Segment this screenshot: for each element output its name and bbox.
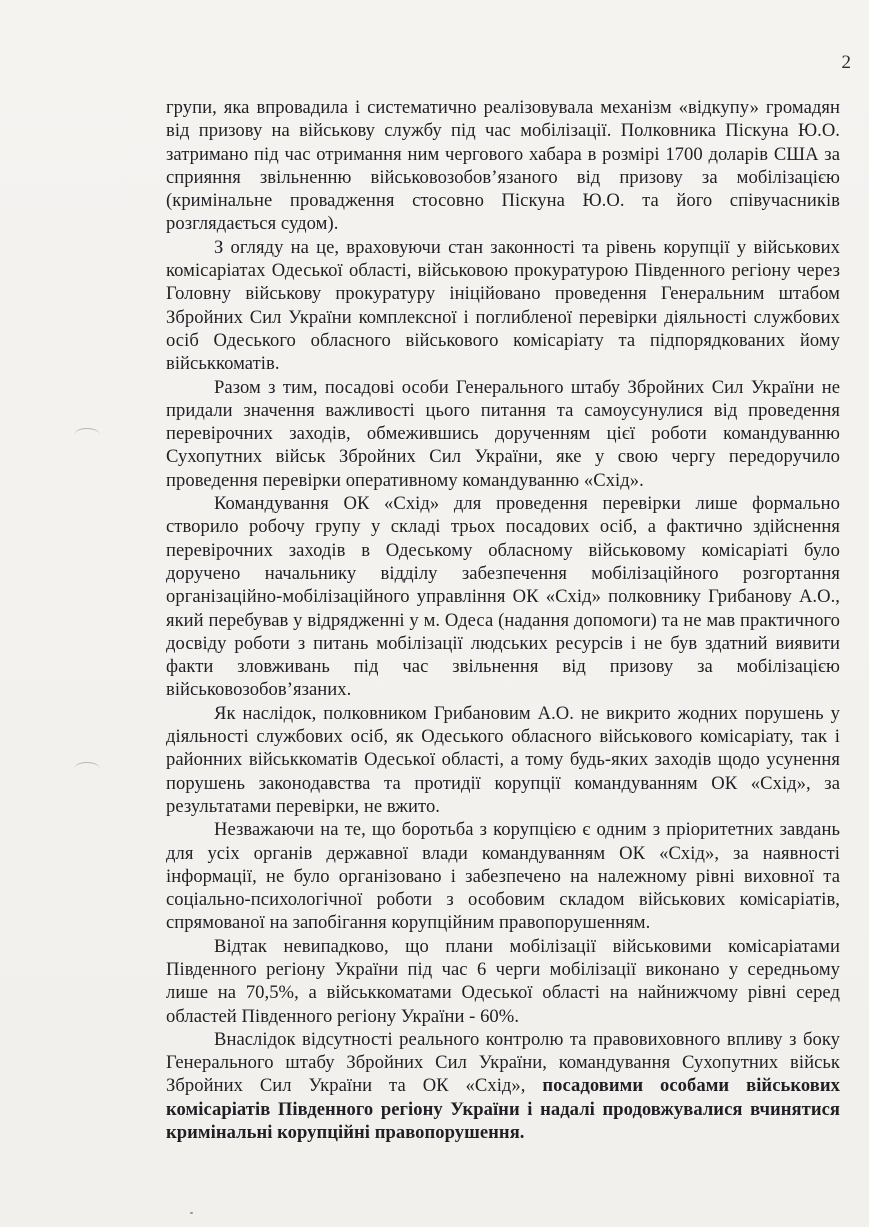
page-number: 2: [841, 52, 851, 73]
paragraph: [166, 1028, 840, 1144]
paragraph: Як наслідок, полковником Грибановим А.О. не викрито жодних порушень у діяльності службових осіб, як Одеського обласного військового комісаріату, так і районних військкоматів Одеської області, а тому будь-яких заходів щодо усунення порушень законодавства та протидії корупції командуванням ОК «Схід», за результатами перевірки, не вжито.: [166, 702, 840, 817]
punch-hole-mark: [74, 428, 100, 442]
paragraph: З огляду на це, враховуючи стан законності та рівень корупції у військових комісаріатах Одеської області, військовою прокуратурою Південного регіону через Головну військову прокуратуру ініційовано проведення Генеральним штабом Збройних Сил України комплексної і поглибленої перевірки діяльності службових осіб Одеського обласного військового комісаріату та підпорядкованих йому військкоматів.: [166, 236, 840, 375]
paragraph-text: Внаслідок відсутності реального контролю та правовиховного впливу з боку Генерального штабу Збройних Сил України, командування Сухопутних військ Збройних Сил України та ОК «Схід»,: [166, 1028, 840, 1097]
paragraph: Незважаючи на те, що боротьба з корупцією є одним з пріоритетних завдань для усіх органів державної влади командуванням ОК «Схід», за наявності інформації, не було організовано і забезпечено на належному рівні виховної та соціально-психологічної роботи з особовим складом військових комісаріатів, спрямованої на запобігання корупційним правопорушенням.: [166, 819, 840, 934]
scan-speck: [190, 1212, 193, 1214]
paragraph: групи, яка впровадила і систематично реалізовувала механізм «відкупу» громадян від призову на військову службу під час мобілізації. Полковника Піскуна Ю.О. затримано під час отримання ним чергового хабара в розмірі 1700 доларів США за сприяння звільненню військовозобов’язаного від призову за мобілізацією (кримінальне провадження стосовно Піскуна Ю.О. та його співучасників розглядається судом).: [166, 97, 840, 235]
paragraph: Разом з тим, посадові особи Генерального штабу Збройних Сил України не придали значення важливості цього питання та самоусунулися від проведення перевірочних заходів, обмежившись дорученням цієї роботи командуванню Сухопутних військ Збройних Сил України, яке у свою чергу передоручило проведення перевірки оперативному командуванню «Схід».: [166, 376, 840, 491]
bold-conclusion: посадовими особами військових комісаріатів Південного регіону України і надалі продовжувалися вчинятися кримінальні корупційні правопорушення.: [166, 1075, 840, 1144]
body-text: [166, 96, 840, 1144]
paragraph: Командування ОК «Схід» для проведення перевірки лише формально створило робочу групу у складі трьох посадових осіб, а фактично здійснення перевірочних заходів в Одеському обласному військовому комісаріаті було доручено начальнику відділу забезпечення мобілізаційного розгортання організаційно-мобілізаційного управління ОК «Схід» полковнику Грибанову А.О., який перебував у відрядженні у м. Одеса (надання допомоги) та не мав практичного досвіду роботи з питань мобілізації людських ресурсів і не був здатний виявити факти зловживань під час звільнення від призову за мобілізацією військовозобов’язаних.: [166, 493, 840, 701]
punch-hole-mark: [74, 762, 100, 776]
paragraph: Відтак невипадково, що плани мобілізації військовими комісаріатами Південного регіону України під час 6 черги мобілізації виконано у середньому лише на 70,5%, а військкоматами Одеської області на найнижчому рівні серед областей Південного регіону України - 60%.: [166, 935, 840, 1027]
